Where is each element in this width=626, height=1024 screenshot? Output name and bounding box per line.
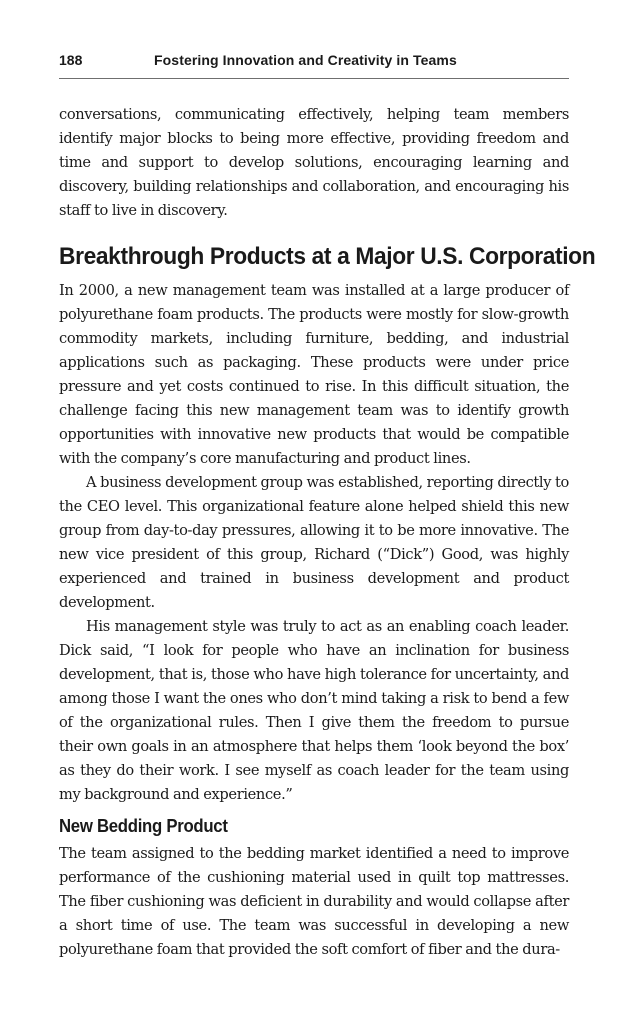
book-page [59,52,596,962]
section-paragraph-1: In 2000, a new management team was installed at a large producer of polyurethane foam products. The products were mostly for slow-growth commodity markets, including furniture, bedding, and industrial applications such as packaging. These products were under price pressure and yet costs continued to rise. In this difficult situation, the challenge facing this new management team was to identify growth opportunities with innovative new products that would be compatible with the company’s core manufacturing and product lines. [59,282,569,467]
section-paragraph-2: A business development group was established, reporting directly to the CEO level. This organizational feature alone helped shield this new group from day-to-day pressures, allowing it to be more innovative. The new vice president of this group, Richard (“Dick”) Good, was highly experienced and trained in business development and product development. [59,474,569,611]
page-number: 188 [59,52,83,68]
section-heading: Breakthrough Products at a Major U.S. Corporation [59,243,596,270]
subsection-paragraph: The team assigned to the bedding market identified a need to improve performance of the cushioning material used in quilt top mattresses. The fiber cushioning was deficient in durability and would collapse after a short time of use. The team was successful in developing a new polyurethane foam that provided the soft comfort of fiber and the dura- [59,845,569,958]
running-title: Fostering Innovation and Creativity in Teams [154,52,457,68]
intro-paragraph: conversations, communicating effectively, helping team members identify major blocks to being more effective, providing freedom and time and support to develop solutions, encouraging learning and discovery, building relationships and collaboration, and encouraging his staff to live in discovery. [59,106,569,219]
subsection-heading: New Bedding Product [59,816,228,836]
section-paragraph-3: His management style was truly to act as an enabling coach leader. Dick said, “I look for people who have an inclination for business development, that is, those who have high tolerance for uncertainty, and among those I want the ones who don’t mind taking a risk to bend a few of the organizational rules. Then I give them the freedom to pursue their own goals in an atmosphere that helps them ‘look beyond the box’ as they do their work. I see myself as coach leader for the team using my background and experience.” [59,618,569,803]
running-header [59,52,569,79]
